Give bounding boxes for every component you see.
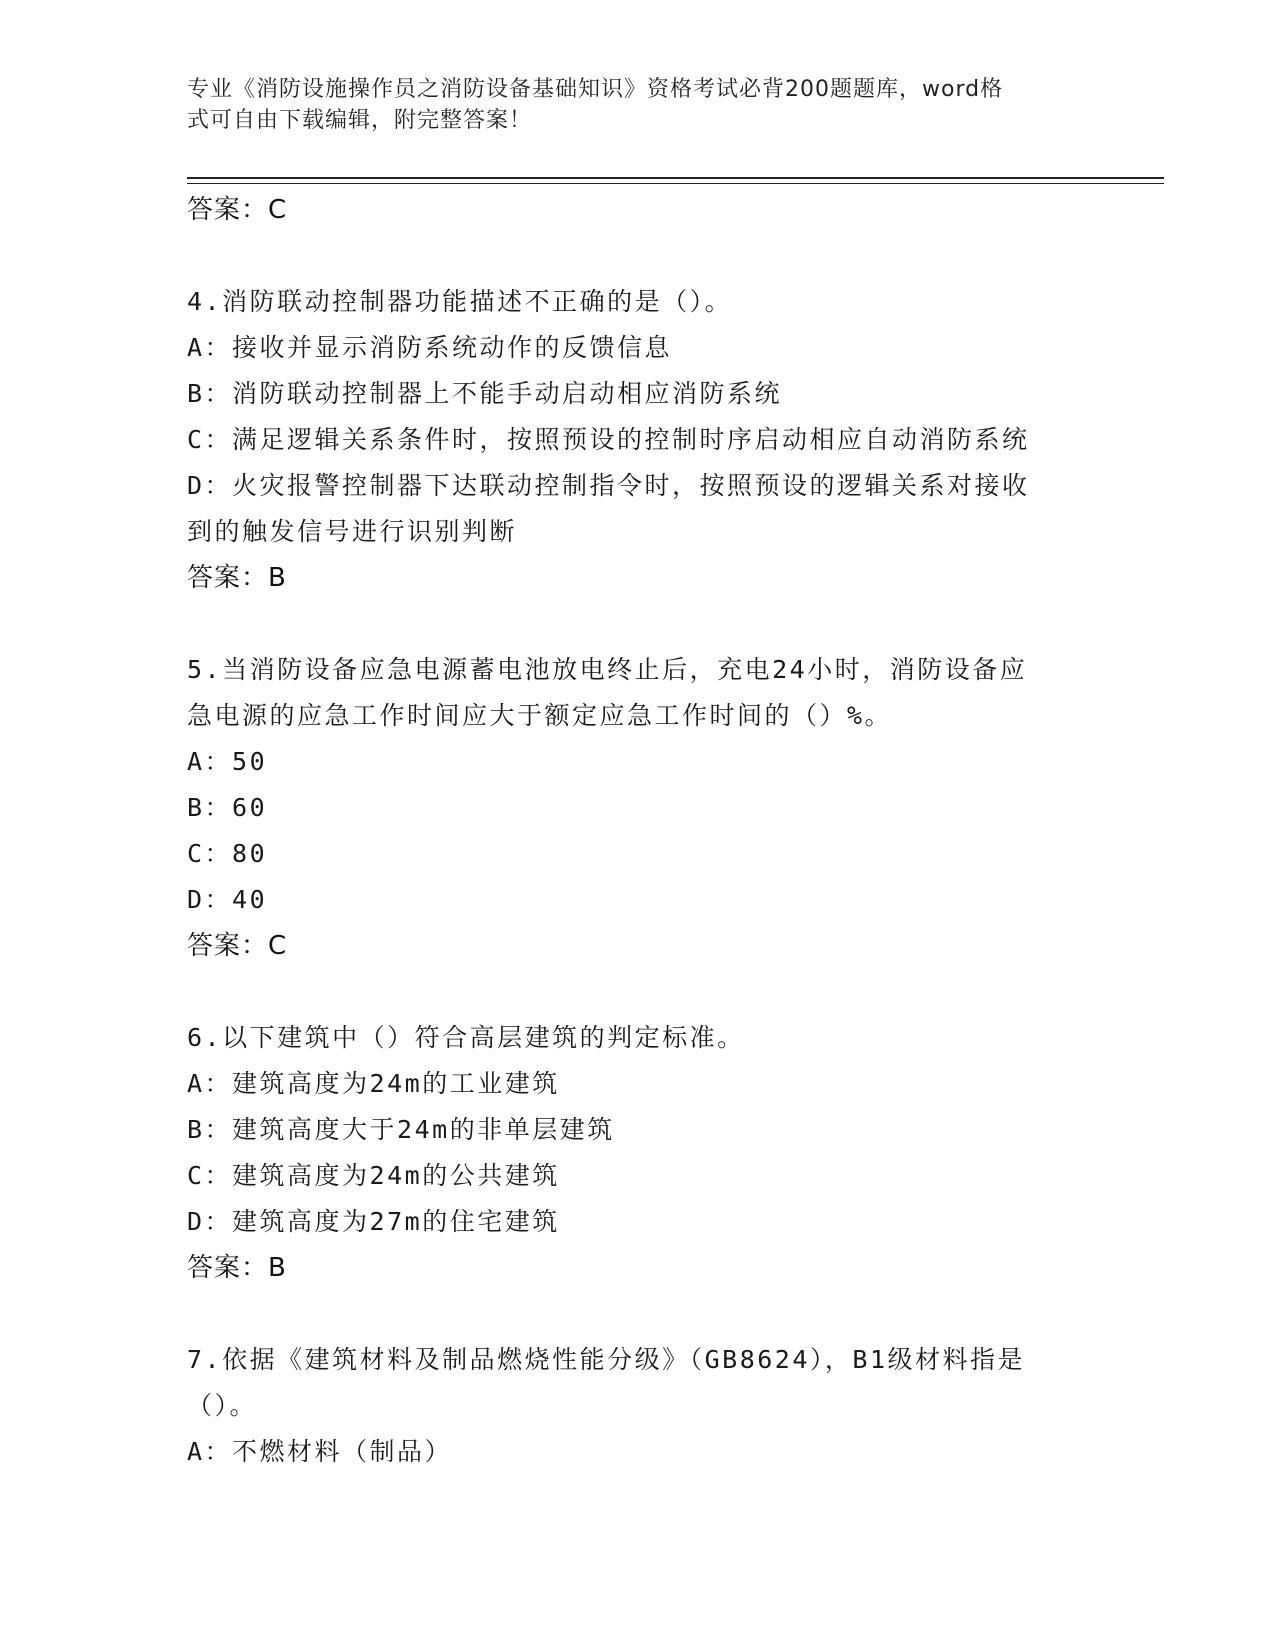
answer-line: 答案：B [187,1253,287,1283]
header-line: 式可自由下载编辑，附完整答案！ [187,108,533,133]
question-block [187,279,1087,601]
question-block [187,1337,1087,1475]
option-a: A：建筑高度为24m的工业建筑 [187,1069,560,1098]
document-header [187,74,1067,136]
option-c: C：建筑高度为24m的公共建筑 [187,1161,560,1190]
question-stem: 5.当消防设备应急电源蓄电池放电终止后，充电24小时，消防设备应 [187,655,1028,684]
answer-line: 答案：C [187,195,288,225]
option-d: D：40 [187,885,268,914]
spacer [187,1291,1087,1337]
option-c: C：满足逻辑关系条件时，按照预设的控制时序启动相应自动消防系统 [187,425,1030,454]
answer-line: 答案：B [187,563,287,593]
question-stem: 6.以下建筑中（）符合高层建筑的判定标准。 [187,1023,745,1052]
header-line: 专业《消防设施操作员之消防设备基础知识》资格考试必背200题题库，word格 [187,77,1004,102]
header-divider [187,177,1164,179]
spacer [187,601,1087,647]
question-stem: 7.依据《建筑材料及制品燃烧性能分级》（GB8624），B1级材料指是 [187,1345,1026,1374]
option-a: A：不燃材料（制品） [187,1437,453,1466]
option-d: D：火灾报警控制器下达联动控制指令时，按照预设的逻辑关系对接收 [187,471,1030,500]
spacer [187,233,1087,279]
question-stem: 4.消防联动控制器功能描述不正确的是（）。 [187,287,733,316]
header-divider [187,183,1164,184]
spacer [187,969,1087,1015]
answer-line: 答案：C [187,931,288,961]
option-b: B：60 [187,793,268,822]
option-d-continued: 到的触发信号进行识别判断 [187,517,518,546]
question-list [187,187,1087,1475]
option-b: B：消防联动控制器上不能手动启动相应消防系统 [187,379,783,408]
option-c: C：80 [187,839,268,868]
option-a: A：接收并显示消防系统动作的反馈信息 [187,333,673,362]
option-d: D：建筑高度为27m的住宅建筑 [187,1207,560,1236]
question-block [187,1015,1087,1291]
question-stem-continued: 急电源的应急工作时间应大于额定应急工作时间的（）%。 [187,701,893,730]
option-b: B：建筑高度大于24m的非单层建筑 [187,1115,615,1144]
question-block [187,647,1087,969]
option-a: A：50 [187,747,268,776]
question-stem-continued: （）。 [187,1391,258,1420]
